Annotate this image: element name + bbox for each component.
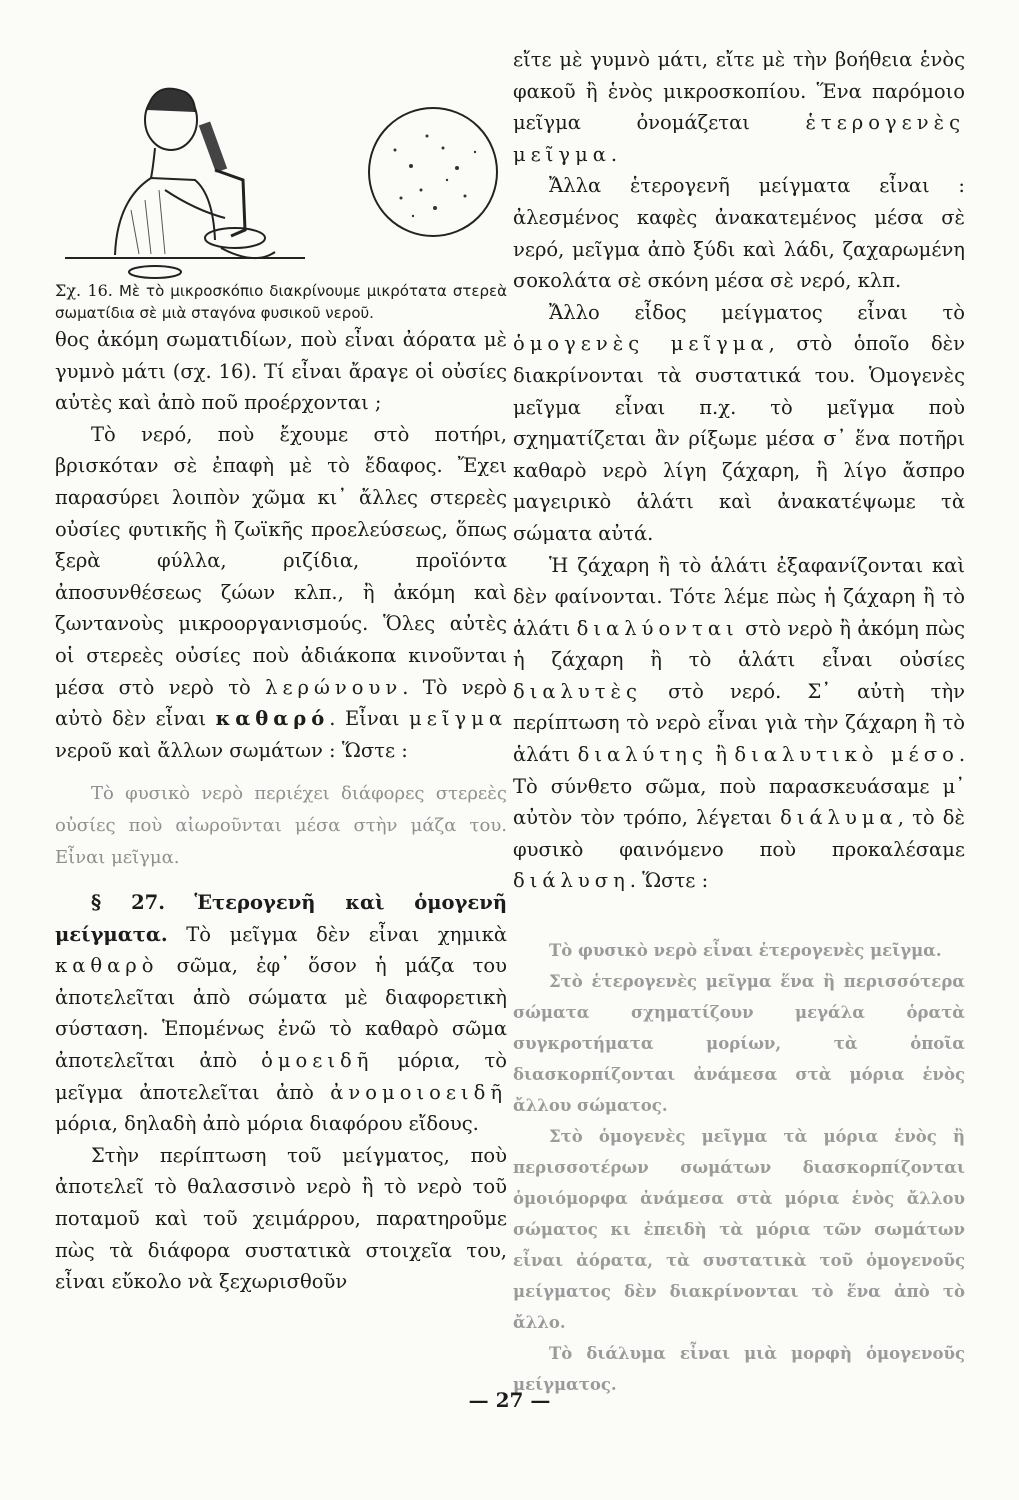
section-paragraph (55, 887, 507, 1140)
text-run: . Τὸ νερὸ αὐτὸ δὲν εἶναι (55, 675, 507, 731)
figure-caption-text: Μὲ τὸ μικροσκόπιο διακρίνουμε μικρότατα στερεὰ σωματίδια σὲ μιὰ σταγόνα φυσικοῦ νεροῦ. (55, 282, 508, 322)
paragraph (513, 44, 965, 170)
paragraph: θος ἀκόμη σωματιδίων, ποὺ εἶναι ἀόρατα μὲ γυμνὸ μάτι (σχ. 16). Τί εἶναι ἄραγε οἱ οὐσίες αὐτὲς καὶ ἀπὸ ποῦ προέρχονται ; (55, 328, 507, 415)
text-run: Τὸ νερό, ποὺ ἔχουμε στὸ ποτήρι, βρισκόταν σὲ ἐπαφὴ μὲ τὸ ἔδαφος. Ἔχει παρασύρει λοιπὸν χῶμα κι᾽ ἄλλες στερεὲς οὐσίες φυτικῆς ἢ ζωϊκῆς προελεύσεως, ὅπως ξερὰ φύλλα, ριζίδια, προϊόντα ἀποσυνθέσεως ζώων κλπ., ἢ ἀκόμη καὶ ζωντανοὺς μικροοργανισμούς. Ὅλες αὐτὲς οἱ στερεὲς οὐσίες ποὺ ἀδιάκοπα κινοῦνται μέσα στὸ νερὸ τὸ (55, 422, 507, 699)
spaced-term: διαλυτὲς (513, 679, 642, 703)
paragraph: Στὴν περίπτωση τοῦ μείγματος, ποὺ ἀποτελεῖ τὸ θαλασσινὸ νερὸ ἢ τὸ νερὸ τοῦ ποταμοῦ καὶ τοῦ χειμάρρου, παρατηροῦμε πὼς τὰ διάφορα συστατικὰ στοιχεῖα του, εἶναι εὔκολο νὰ ξεχωρισθοῦν (55, 1143, 507, 1294)
faded-summary: Τὸ φυσικὸ νερὸ περιέχει διάφορες στερεὲς οὐσίες ποὺ αἰωροῦνται μέσα στὴν μάζα του. Εἶναι μεῖγμα. (55, 783, 507, 868)
text-run: , τὸ δὲ φυσικὸ φαινόμενο ποὺ προκαλέσαμε (513, 806, 965, 861)
text-run: . Τὸ σύνθετο σῶμα, ποὺ παρασκευάσαμε μ᾽ αὐτὸν τὸν τρόπο, λέγεται (513, 743, 966, 830)
text-run: μόρια, δηλαδὴ ἀπὸ μόρια διαφόρου εἴδους. (55, 1112, 479, 1136)
spaced-term: διάλυση (513, 869, 630, 893)
summary-paragraph: Στὸ ὁμογενὲς μεῖγμα τὰ μόρια ἑνὸς ἢ περισσοτέρων σωμάτων διασκορπίζονται ὁμοιόμορφα ἀνάμεσα στὰ μόρια ἑνὸς ἄλλου σώματος κι ἐπειδὴ τὰ μόρια τῶν σωμάτων εἶναι ἀόρατα, τὰ συστατικὰ τοῦ ὁμογενοῦς μείγματος δὲν διακρίνονται τὸ ἕνα ἀπὸ τὸ ἄλλο. (513, 1127, 965, 1333)
summary-paragraph: Στὸ ἑτερογενὲς μεῖγμα ἕνα ἢ περισσότερα σώματα σχηματίζουν μεγάλα ὁρατὰ συγκροτήματα μορίων, τὰ ὁποῖα διασκορπίζονται ἀνάμεσα στὰ μόρια ἑνὸς ἄλλου σώματος. (513, 972, 965, 1116)
text-run: Τὸ μεῖγμα δὲν εἶναι χημικὰ (186, 922, 507, 946)
text-run: σῶμα, ἐφ᾽ ὅσον ἡ μάζα του ἀποτελεῖται ἀπὸ σώματα μὲ διαφορετικὴ σύσταση. Ἑπομένως ἐνῶ τὸ καθαρὸ σῶμα ἀποτελεῖται ἀπὸ (55, 954, 507, 1073)
summary-paragraph: Τὸ διάλυμα εἶναι μιὰ μορφὴ ὁμογενοῦς μείγματος. (513, 1344, 965, 1395)
paragraph (513, 550, 965, 898)
spaced-term: ὁμοειδῆ (261, 1049, 374, 1073)
spaced-term: λερώνουν (265, 675, 403, 699)
spaced-term: ἑτερογενὲς μεῖγμα (513, 111, 965, 166)
paragraph: Ἄλλα ἑτερογενῆ μείγματα εἶναι : ἀλεσμένος καφὲς ἀνακατεμένος μέσα σὲ νερό, μεῖγμα ἀπὸ ξύδι καὶ λάδι, ζαχαρωμένη σοκολάτα σὲ σκόνη μέσα σὲ νερό, κλπ. (513, 174, 965, 293)
spaced-term: ἀνομοιοειδῆ (330, 1080, 507, 1104)
figure-label: Σχ. 16. (55, 281, 113, 300)
spaced-term: καθαρὸ (55, 954, 159, 978)
figure-16 (55, 40, 507, 280)
text-run: Ἡ ζάχαρη ἢ τὸ ἁλάτι ἐξαφανίζονται καὶ δὲν φαίνονται. Τότε λέμε πὼς ἡ ζάχαρη ἢ τὸ ἁλάτι (513, 553, 965, 640)
spaced-term: διάλυμα (780, 806, 898, 830)
faded-summary-block (513, 935, 965, 1400)
text-run: . Εἶναι (329, 707, 400, 731)
page-number: — 27 — (468, 1388, 551, 1412)
text-run: μόρια, τὸ μεῖγμα ἀποτελεῖται ἀπὸ (55, 1049, 507, 1104)
text-run: στὸ νερό. Σ᾽ αὐτὴ τὴν περίπτωση τὸ νερὸ εἶναι γιὰ τὴν ζάχαρη ἢ τὸ ἁλάτι (513, 679, 965, 767)
paragraph (55, 419, 507, 767)
text-run: ἢ (715, 743, 727, 767)
section-title: Ἑτερογενῆ καὶ ὁμογενῆ μείγματα. (55, 891, 507, 946)
text-run: στὸ νερὸ ἢ ἀκόμη πὼς ἡ ζάχαρη ἢ τὸ ἁλάτι εἶναι οὐσίες (513, 616, 966, 672)
text-run: νεροῦ καὶ ἄλλων σωμάτων : Ὥστε : (55, 738, 408, 762)
figure-caption (55, 280, 507, 324)
spaced-term: διαλυτικὸ μέσο (734, 743, 959, 767)
spaced-term: μεῖγμα (409, 707, 508, 731)
spaced-term: καθαρό (215, 707, 330, 731)
spaced-term: διαλύονται (576, 616, 739, 640)
paragraph (513, 297, 965, 550)
spaced-term: διαλύτης (577, 743, 708, 767)
text-run: , στὸ ὁποῖο δὲν διακρίνονται τὰ συστατικά του. Ὁμογενὲς μεῖγμα εἶναι π.χ. τὸ μεῖγμα ποὺ σχηματίζεται ἂν ρίξωμε μέσα σ᾽ ἕνα ποτῆρι καθαρὸ νερὸ λίγη ζάχαρη, ἢ λίγο ἄσπρο μαγειρικὸ ἁλάτι καὶ ἀνακατέψωμε τὰ σώματα αὐτά. (513, 332, 966, 545)
left-column (55, 40, 507, 1298)
right-column (513, 44, 965, 1400)
microscope-illustration (55, 40, 507, 280)
summary-paragraph: Τὸ φυσικὸ νερὸ εἶναι ἑτερογενὲς μεῖγμα. (549, 941, 942, 961)
text-run: Ἄλλο εἶδος μείγματος εἶναι τὸ (549, 300, 965, 324)
section-number: § 27. (91, 891, 166, 915)
spaced-term: ὁμογενὲς μεῖγμα (513, 332, 769, 356)
text-run: . Ὥστε : (629, 869, 709, 893)
text-run: εἴτε μὲ γυμνὸ μάτι, εἴτε μὲ τὴν βοήθεια ἑνὸς φακοῦ ἢ ἑνὸς μικροσκοπίου. Ἕνα παρόμοιο μεῖγμα ὀνομάζεται (513, 48, 965, 135)
text-run: . (610, 142, 618, 166)
